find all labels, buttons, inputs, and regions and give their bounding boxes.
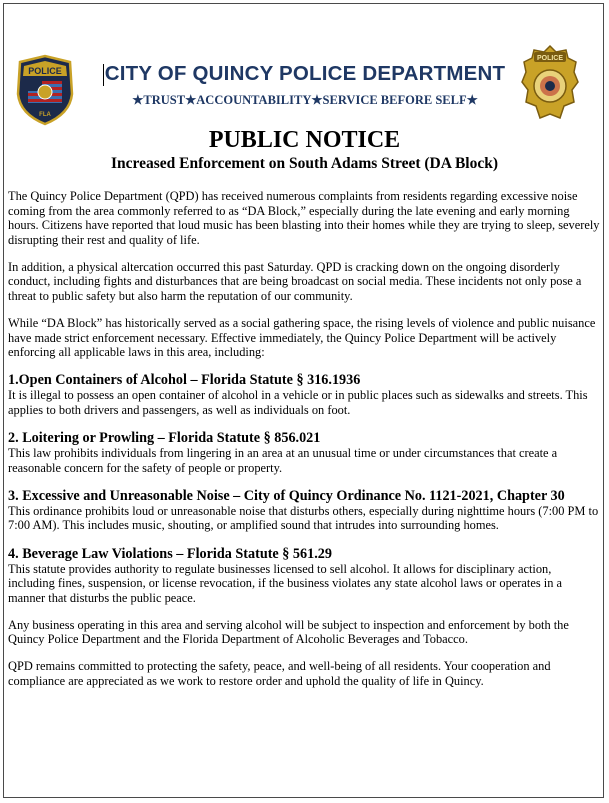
notice-page [3, 3, 604, 798]
notice-subtitle: Increased Enforcement on South Adams Street (DA Block) [110, 155, 499, 172]
section-text: It is illegal to possess an open container of alcohol in a vehicle or in public places such as sidewalks and streets. This applies to both drivers and passengers, as well as individuals on foot. [8, 388, 588, 418]
section-heading: 4. Beverage Law Violations – Florida Statute § 561.29 [8, 545, 332, 562]
closing-paragraph: Any business operating in this area and serving alcohol will be subject to inspection and enforcement by both the Quincy Police Department and the Florida Department of Alcoholic Beverages and Tobacco. [8, 617, 569, 647]
police-badge-logo [520, 44, 580, 126]
notice-title: PUBLIC NOTICE [208, 127, 401, 153]
section-heading: 1.Open Containers of Alcohol – Florida Statute § 316.1936 [8, 372, 361, 389]
section-text: This law prohibits individuals from lingering in an area at an unusual time or under circumstances that create a reasonable concern for the safety of people or property. [8, 446, 558, 475]
law-section-loitering [8, 430, 600, 475]
section-heading: 2. Loitering or Prowling – Florida Statute § 856.021 [8, 430, 321, 447]
intro-paragraph: While “DA Block” has historically served as a social gathering space, the rising levels of violence and public nuisance have made strict enforcement necessary. Effective immediately, the Quincy Police Department will be actively enforcing all applicable laws in this area, including: [8, 316, 596, 360]
section-heading: 3. Excessive and Unreasonable Noise – City of Quincy Ordinance No. 1121-2021, Chapter 30 [8, 487, 565, 504]
law-section-open-containers [8, 372, 600, 417]
department-motto: ★TRUST★ACCOUNTABILITY★SERVICE BEFORE SELF★ [132, 93, 478, 107]
intro-paragraph: The Quincy Police Department (QPD) has received numerous complaints from residents regarding excessive noise coming from the area commonly referred to as “DA Block,” especially during the late evening and early morning hours. Citizens have reported that loud music has been blasting into their homes while they are trying to sleep, severely disrupting their rest and quality of life. [8, 189, 600, 247]
section-text: This statute provides authority to regulate businesses licensed to sell alcohol. It allows for disciplinary action, including fines, suspension, or license revocation, if the business violates any state alcohol laws or operates in a manner that disturbs the public peace. [8, 561, 562, 605]
notice-body [8, 189, 600, 701]
section-text: This ordinance prohibits loud or unreasonable noise that disturbs others, especially during nighttime hours (7:00 PM to 7:00 AM). This includes music, shouting, or amplified sound that intrudes into surrounding homes. [8, 503, 599, 533]
left-badge-text: POLICE [28, 66, 62, 76]
left-badge-sub: FLA [39, 112, 51, 118]
right-badge-text: POLICE [536, 55, 564, 62]
department-title: CITY OF QUINCY POLICE DEPARTMENT [104, 62, 506, 85]
police-patch-logo [14, 54, 76, 126]
law-section-noise [8, 488, 600, 533]
intro-paragraph: In addition, a physical altercation occurred this past Saturday. QPD is cracking down on the ongoing disorderly conduct, including fights and disturbances that are being broadcast on social media. These incidents not only pose a threat to public safety but also harm the reputation of our community. [8, 259, 582, 304]
law-section-beverage [8, 546, 600, 606]
closing-paragraph: QPD remains committed to protecting the safety, peace, and well-being of all residents. Your cooperation and compliance are appreciated as we work to restore order and uphold the quality of life in Quincy. [8, 659, 551, 689]
